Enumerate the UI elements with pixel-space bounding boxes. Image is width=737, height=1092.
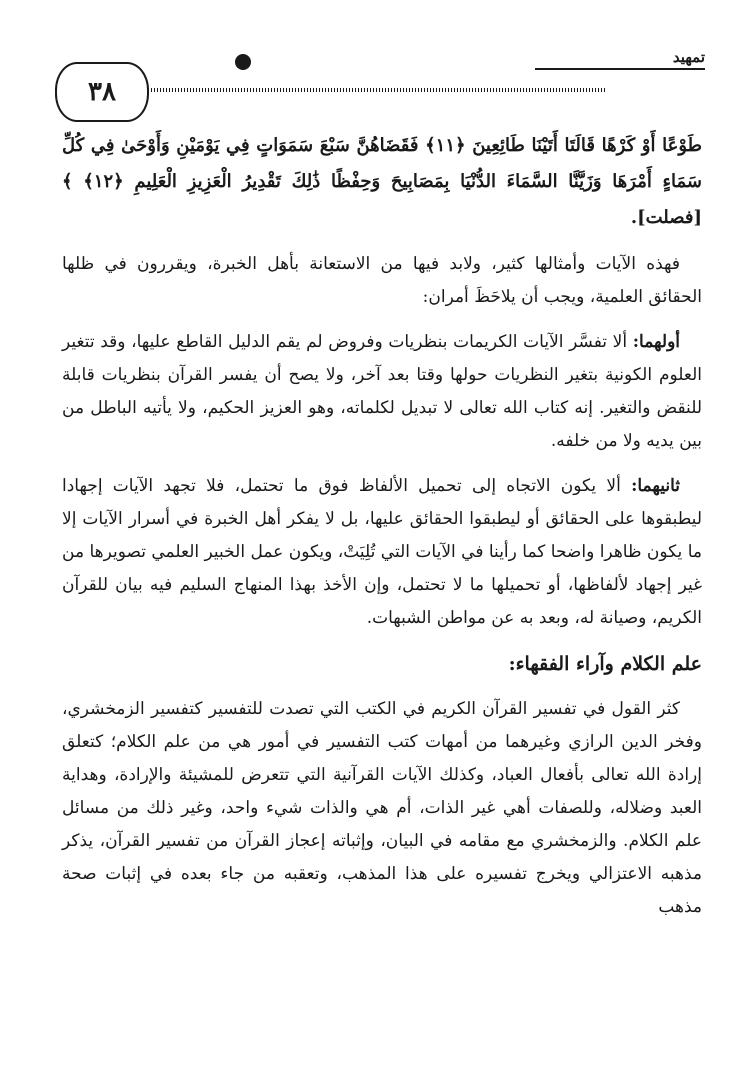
ornament-icon: [235, 54, 251, 70]
quran-verse-text: طَوْعًا أَوْ كَرْهًا قَالَتَا أَتَيْنَا طَائِعِينَ ﴿١١﴾ فَقَضَاهُنَّ سَبْعَ سَمَوَاتٍ فِي يَوْمَيْنِ وَأَوْحَىٰ فِي كُلِّ سَمَاءٍ أَمْرَهَا وَزَيَّنَّا السَّمَاءَ الدُّنْيَا بِمَصَابِيحَ وَحِفْظًا ذَٰلِكَ تَقْدِيرُ الْعَزِيزِ الْعَلِيمِ ﴿١٢﴾ ﴾ [فصلت].: [62, 135, 702, 228]
paragraph-kalam: كثر القول في تفسير القرآن الكريم في الكتب التي تصدت للتفسير كتفسير الزمخشري، وفخر الدين الرازي وغيرهما من أمهات كتب التفسير في أمور هي من علم الكلام؛ كتعلق إرادة الله تعالى بأفعال العباد، وكذلك الآيات القرآنية التي تتعرض للمشيئة والإرادة، وهداية العبد وضلاله، وللصفات أهي غير الذات، أم هي والذات شيء واحد، وغير ذلك من مسائل علم الكلام. والزمخشري مع مقامه في البيان، وإثباته إعجاز القرآن من تفسير القرآن، يذكر مذهبه الاعتزالي ويخرج تفسيره على هذا المذهب، وتعقبه من جاء بعده في إثبات صحة مذهب: [62, 699, 702, 917]
running-title: تمهيد: [535, 48, 705, 70]
page-number: ٣٨: [55, 62, 149, 122]
paragraph-second-point: [62, 470, 702, 635]
section-heading: علم الكلام وآراء الفقهاء:: [508, 653, 702, 675]
paragraph-intro: فهذه الآيات وأمثالها كثير، ولابد فيها من الاستعانة بأهل الخبرة، ويقررون في ظلها الحقائق العلمية، ويجب أن يلاحَظَ أمران:: [62, 254, 702, 307]
first-point-text: ألا تفسَّر الآيات الكريمات بنظريات وفروض لم يقم الدليل القاطع عليها، وقد تتغير العلوم الكونية بتغير النظريات حولها وقتا بعد آخر، ولا يصح أن يفسر القرآن بنظريات قابلة للنقض والتغير. إنه كتاب الله تعالى لا تبديل لكلماته، وهو العزيز الحكيم، ولا يأتيه الباطل من بين يديه ولا من خلفه.: [62, 332, 702, 451]
page-body: [62, 128, 702, 924]
page-header: [55, 40, 705, 125]
second-point-text: ألا يكون الاتجاه إلى تحميل الألفاظ فوق ما تحتمل، فلا تجهد الآيات إجهادا ليطبقوها على الحقائق أو ليطبقوا الحقائق عليها، بل لا يفكر أهل الخبرة في أسرار الآيات إلا ما يكون ظاهرا واضحا كما رأينا في الآيات التي تُلِيَتْ، ويكون عمل الخبير العلمي تصويرها من غير إجهاد لألفاظها، أو تحميلها ما لا تحتمل، وإن الأخذ بهذا المنهاج السليم فيه بيان للقرآن الكريم، وصيانة له، وبعد به عن مواطن الشبهات.: [62, 476, 702, 628]
quran-verse-block: [62, 128, 702, 236]
second-point-label: ثانيهما:: [631, 476, 680, 496]
first-point-label: أولهما:: [632, 332, 680, 352]
paragraph-first-point: [62, 326, 702, 458]
